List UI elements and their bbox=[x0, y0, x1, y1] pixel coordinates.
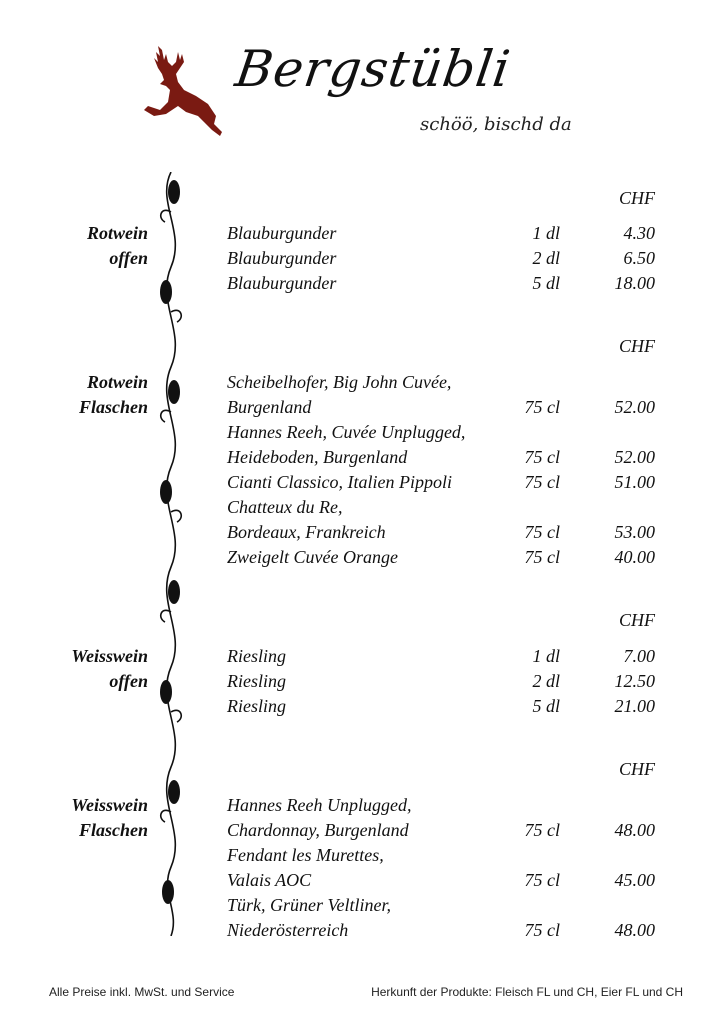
quantity: 5 dl bbox=[532, 696, 560, 716]
quantity: 2 dl bbox=[532, 248, 560, 268]
price: 4.30 bbox=[623, 223, 655, 243]
category-label: Flaschen bbox=[78, 820, 148, 840]
menu-row bbox=[0, 370, 723, 395]
wine-name: Scheibelhofer, Big John Cuvée, bbox=[227, 372, 452, 392]
menu-row bbox=[0, 420, 723, 445]
wine-name: Blauburgunder bbox=[227, 248, 337, 268]
menu-row bbox=[0, 893, 723, 918]
price: 52.00 bbox=[614, 447, 655, 467]
menu-row bbox=[0, 868, 723, 893]
menu-row bbox=[0, 495, 723, 520]
restaurant-title: Bergstübli bbox=[231, 40, 515, 98]
menu-row bbox=[0, 793, 723, 818]
wine-name: Türk, Grüner Veltliner, bbox=[227, 895, 391, 915]
quantity: 75 cl bbox=[524, 397, 560, 417]
wine-name: Riesling bbox=[227, 646, 286, 666]
menu-row bbox=[0, 545, 723, 570]
currency-header: CHF bbox=[619, 610, 655, 630]
menu-row bbox=[0, 445, 723, 470]
price: 40.00 bbox=[614, 547, 655, 567]
quantity: 5 dl bbox=[532, 273, 560, 293]
quantity: 75 cl bbox=[524, 820, 560, 840]
wine-name: Zweigelt Cuvée Orange bbox=[227, 547, 398, 567]
price: 12.50 bbox=[614, 671, 655, 691]
category-label: offen bbox=[109, 671, 148, 691]
tagline: schöö, bischd da bbox=[420, 114, 572, 135]
price: 6.50 bbox=[623, 248, 655, 268]
price: 52.00 bbox=[614, 397, 655, 417]
quantity: 75 cl bbox=[524, 870, 560, 890]
menu-row bbox=[0, 843, 723, 868]
wine-name: Niederösterreich bbox=[227, 920, 349, 940]
category-label: Flaschen bbox=[78, 397, 148, 417]
category-label: Rotwein bbox=[86, 223, 148, 243]
menu-row bbox=[0, 395, 723, 420]
wine-name: Valais AOC bbox=[227, 870, 312, 890]
quantity: 75 cl bbox=[524, 920, 560, 940]
quantity: 1 dl bbox=[532, 223, 560, 243]
wine-name: Chardonnay, Burgenland bbox=[227, 820, 409, 840]
wine-name: Riesling bbox=[227, 696, 286, 716]
menu-row bbox=[0, 246, 723, 271]
price: 48.00 bbox=[614, 820, 655, 840]
menu-row bbox=[0, 221, 723, 246]
category-label: Weisswein bbox=[71, 646, 148, 666]
currency-header: CHF bbox=[619, 759, 655, 779]
quantity: 1 dl bbox=[532, 646, 560, 666]
category-label: offen bbox=[109, 248, 148, 268]
currency-header: CHF bbox=[619, 188, 655, 208]
currency-header: CHF bbox=[619, 336, 655, 356]
quantity: 2 dl bbox=[532, 671, 560, 691]
price: 18.00 bbox=[614, 273, 655, 293]
price: 45.00 bbox=[614, 870, 655, 890]
menu-row bbox=[0, 470, 723, 495]
wine-name: Fendant les Murettes, bbox=[227, 845, 384, 865]
wine-name: Hannes Reeh, Cuvée Unplugged, bbox=[227, 422, 466, 442]
menu-row bbox=[0, 644, 723, 669]
wine-name: Blauburgunder bbox=[227, 223, 337, 243]
wine-name: Cianti Classico, Italien Pippoli bbox=[227, 472, 452, 492]
quantity: 75 cl bbox=[524, 522, 560, 542]
quantity: 75 cl bbox=[524, 547, 560, 567]
price: 53.00 bbox=[614, 522, 655, 542]
category-label: Weisswein bbox=[71, 795, 148, 815]
footer-origin-note: Herkunft der Produkte: Fleisch FL und CH, Eier FL und CH bbox=[371, 985, 683, 999]
wine-name: Hannes Reeh Unplugged, bbox=[227, 795, 412, 815]
wine-name: Burgenland bbox=[227, 397, 312, 417]
price: 21.00 bbox=[614, 696, 655, 716]
menu-row bbox=[0, 918, 723, 943]
wine-name: Riesling bbox=[227, 671, 286, 691]
price: 48.00 bbox=[614, 920, 655, 940]
price: 7.00 bbox=[623, 646, 655, 666]
menu-row bbox=[0, 669, 723, 694]
menu-row bbox=[0, 520, 723, 545]
wine-name: Blauburgunder bbox=[227, 273, 337, 293]
quantity: 75 cl bbox=[524, 447, 560, 467]
footer-price-note: Alle Preise inkl. MwSt. und Service bbox=[49, 985, 235, 999]
category-label: Rotwein bbox=[86, 372, 148, 392]
menu-row bbox=[0, 271, 723, 296]
wine-name: Bordeaux, Frankreich bbox=[227, 522, 386, 542]
menu-row bbox=[0, 818, 723, 843]
menu-row bbox=[0, 694, 723, 719]
wine-name: Chatteux du Re, bbox=[227, 497, 343, 517]
wine-name: Heideboden, Burgenland bbox=[227, 447, 408, 467]
quantity: 75 cl bbox=[524, 472, 560, 492]
price: 51.00 bbox=[614, 472, 655, 492]
leaping-deer-icon bbox=[140, 40, 226, 140]
